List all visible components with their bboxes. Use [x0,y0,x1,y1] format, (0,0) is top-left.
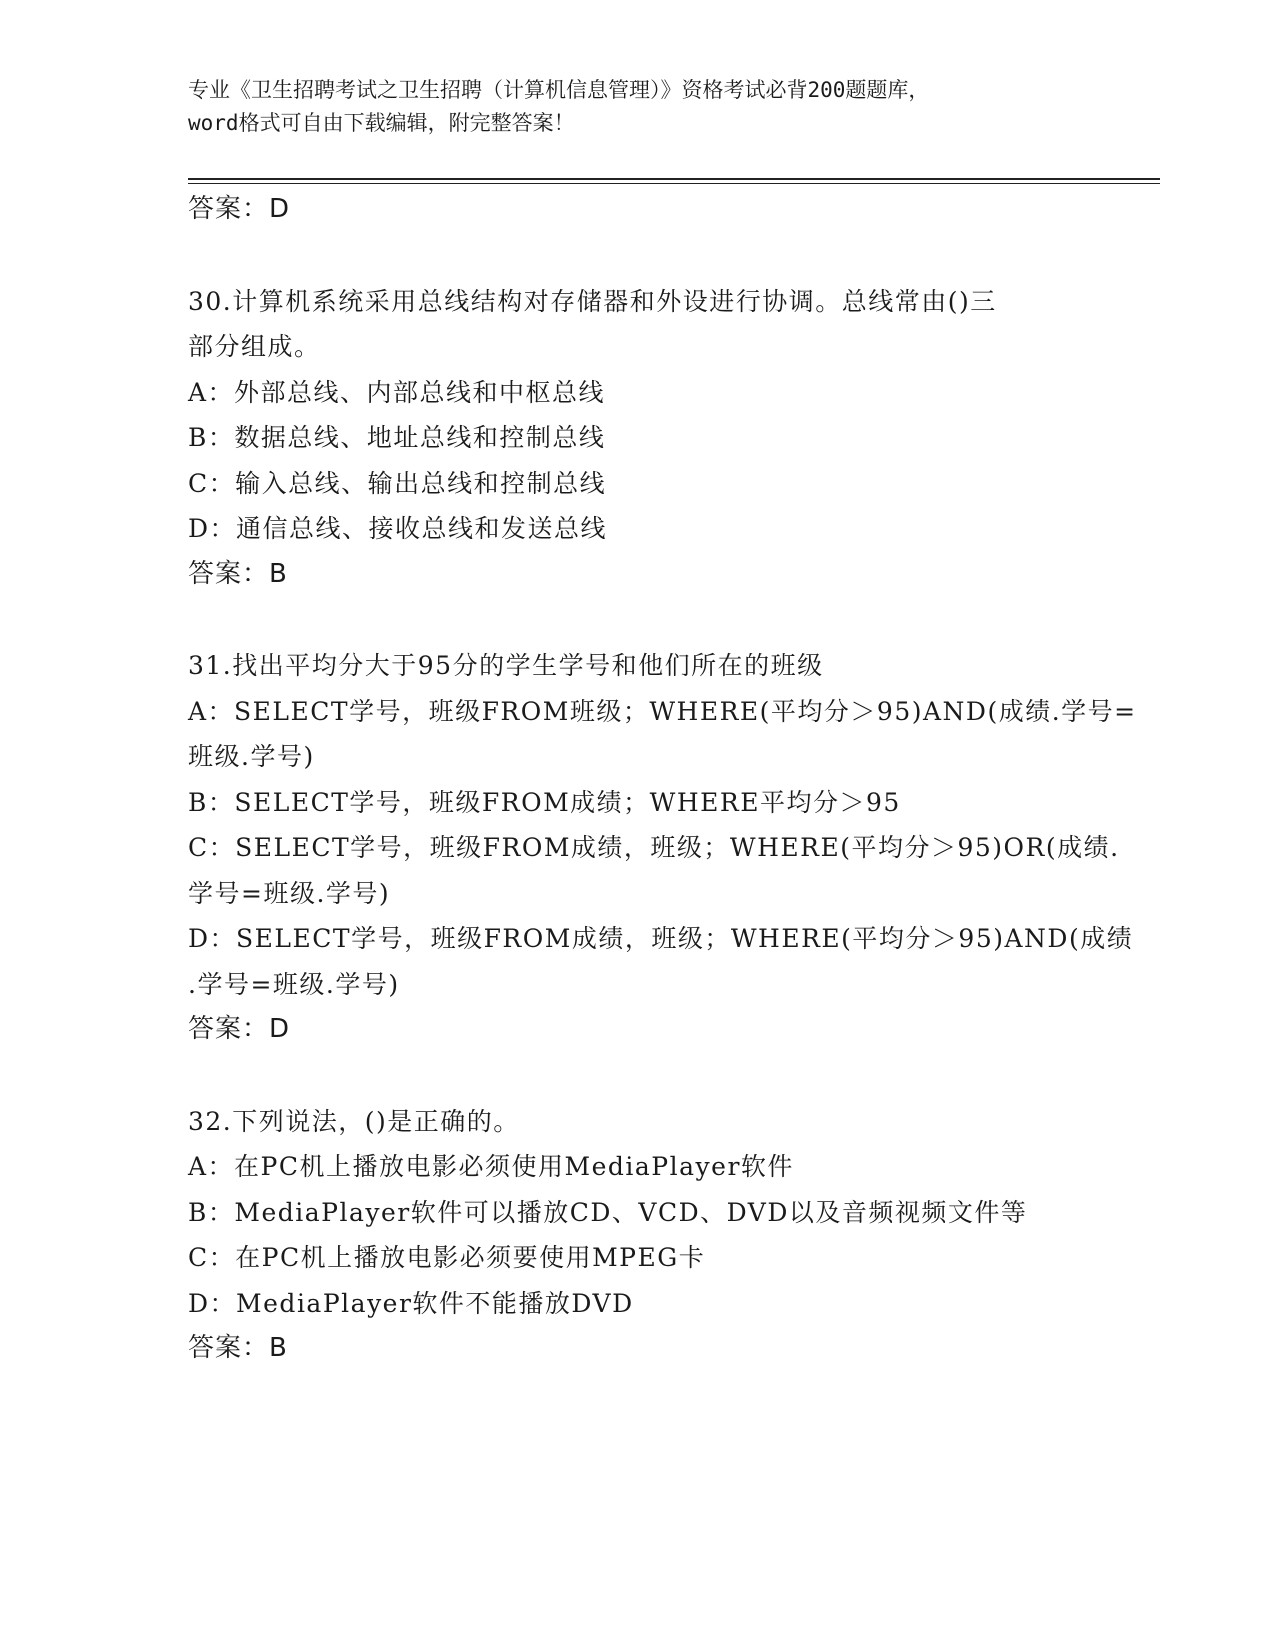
header-rule-thin [188,183,1160,184]
question-30-answer: 答案：B [188,558,288,589]
question-30-option-b: B：数据总线、地址总线和控制总线 [188,423,606,452]
question-32-option-a: A：在PC机上播放电影必须使用MediaPlayer软件 [188,1152,794,1181]
question-30-option-d: D：通信总线、接收总线和发送总线 [188,514,608,543]
header-title-line-1: 专业《卫生招聘考试之卫生招聘（计算机信息管理）》资格考试必背200题题库， [188,78,930,102]
question-31-answer: 答案：D [188,1014,291,1044]
question-30 [188,279,1088,598]
header-rule-thick [188,178,1160,180]
spacer [188,1053,1088,1099]
spacer [188,233,1088,279]
question-31-option-d-line-1: D：SELECT学号，班级FROM成绩，班级；WHERE(平均分＞95)AND(成绩 [188,924,1134,953]
question-31-option-a-line-2: 班级.学号) [188,742,315,771]
question-32-option-c: C：在PC机上播放电影必须要使用MPEG卡 [188,1243,706,1272]
question-32-stem: 32.下列说法，()是正确的。 [188,1106,520,1136]
question-31-option-a-line-1: A：SELECT学号，班级FROM班级；WHERE(平均分＞95)AND(成绩.学号= [188,696,1137,726]
question-32 [188,1099,1088,1372]
header-title-line-2: word格式可自由下载编辑，附完整答案！ [188,111,575,135]
document-header [188,74,1088,140]
question-31-option-d-line-2: .学号=班级.学号) [188,969,400,999]
question-31 [188,643,1137,1053]
question-30-option-c: C：输入总线、输出总线和控制总线 [188,468,607,498]
spacer [188,597,1088,643]
question-31-stem: 31.找出平均分大于95分的学生学号和他们所在的班级 [188,651,824,680]
question-content [188,187,1137,1372]
question-32-option-b: B：MediaPlayer软件可以播放CD、VCD、DVD以及音频视频文件等 [188,1197,1028,1227]
question-32-option-d: D：MediaPlayer软件不能播放DVD [188,1288,634,1318]
question-30-stem-line-1: 30.计算机系统采用总线结构对存储器和外设进行协调。总线常由()三 [188,286,997,316]
question-30-stem-line-2: 部分组成。 [188,332,321,361]
question-31-option-c-line-2: 学号=班级.学号) [188,878,391,908]
question-32-answer: 答案：B [188,1333,288,1363]
question-31-option-c-line-1: C：SELECT学号，班级FROM成绩，班级；WHERE(平均分＞95)OR(成绩. [188,833,1120,862]
question-31-option-b: B：SELECT学号，班级FROM成绩；WHERE平均分＞95 [188,787,901,817]
previous-answer: 答案：D [188,194,291,224]
question-30-option-a: A：外部总线、内部总线和中枢总线 [188,377,606,407]
